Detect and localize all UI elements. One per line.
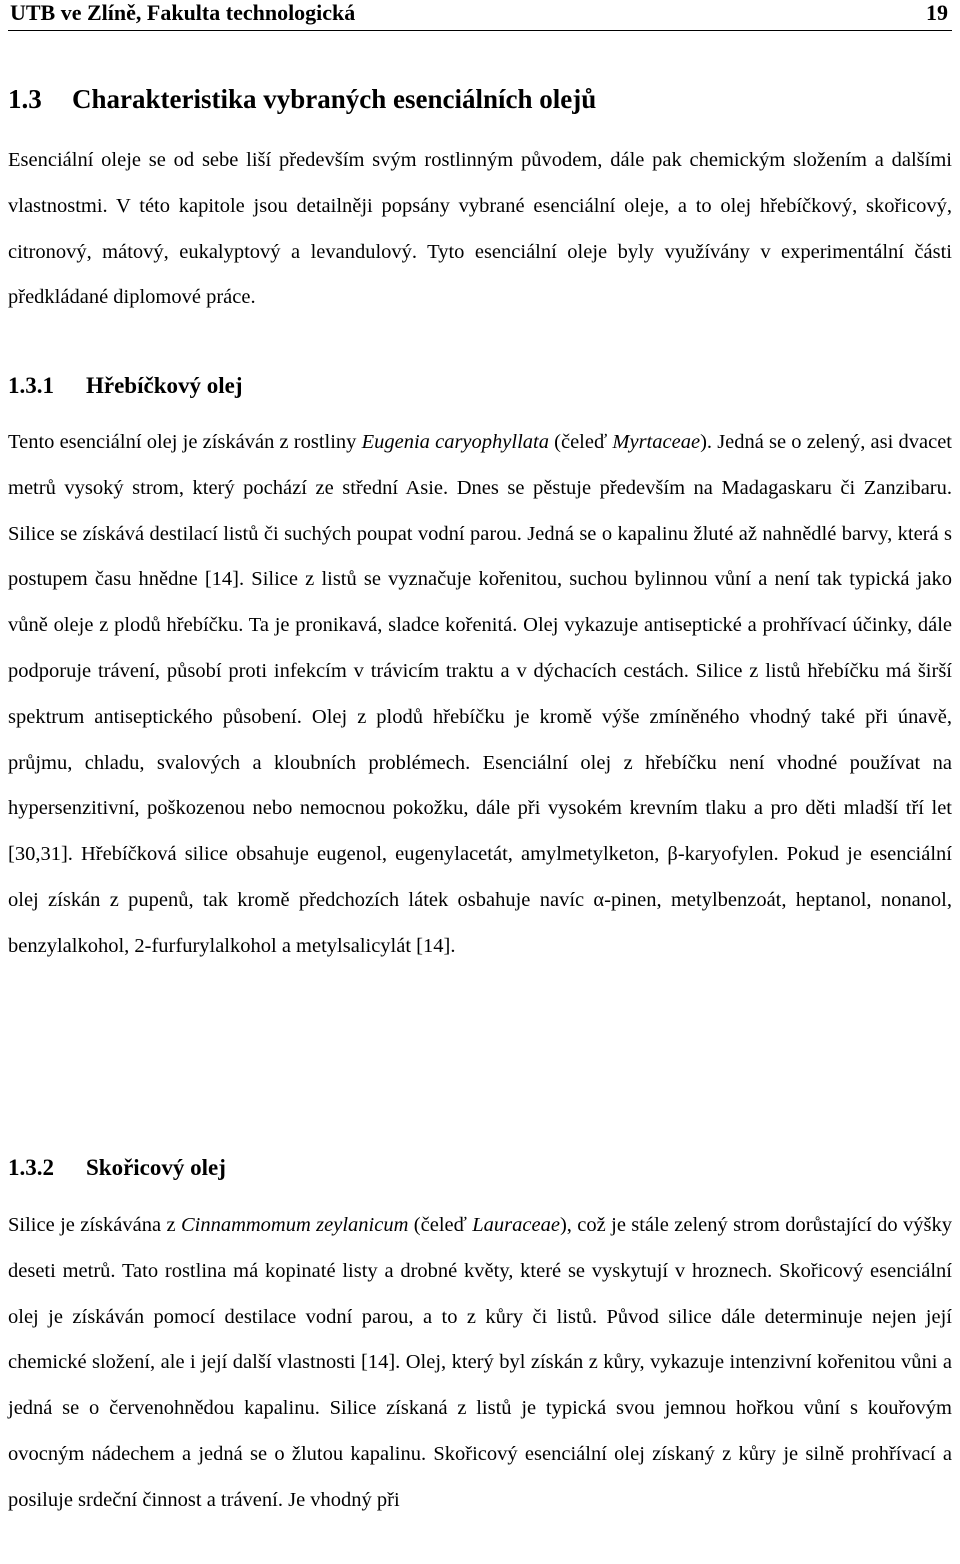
species-name: Cinnammomum zeylanicum <box>180 1214 409 1236</box>
paragraph-text: (čeleď <box>548 431 613 453</box>
section-heading <box>8 82 596 116</box>
paragraph-text: Silice je získávána z <box>8 1214 181 1236</box>
section-title: Charakteristika vybraných esenciálních olejů <box>72 84 597 114</box>
section-intro-paragraph: Esenciální oleje se od sebe liší především svým rostlinným původem, dále pak chemickým složením a dalšími vlastnostmi. V této kapitole jsou detailněji popsány vybrané esenciální oleje, a to olej hřebíčkový, skořicový, citronový, mátový, eukalyptový a levandulový. Tyto esenciální oleje byly využívány v experimentální části předkládané diplomové práce. <box>8 149 952 309</box>
paragraph-text: ). Jedná se o zelený, asi dvacet metrů vysoký strom, který pochází ze střední Asie. Dnes se pěstuje především na Madagaskaru či Zanzibaru. Silice se získává destilací listů či suchých poupat vodní parou. Jedná se o kapalinu žluté až nahnědlé barvy, která s postupem času hnědne [14]. Silice z listů se vyznačuje kořenitou, suchou bylinnou vůní a není tak typická jako vůně oleje z plodů hřebíčku. Ta je pronikavá, sladce kořenitá. Olej vykazuje antiseptické a prohřívací účinky, dále podporuje trávení, působí proti infekcím v trávicím traktu a v dýchacích cestách. Silice z listů hřebíčku má širší spektrum antiseptického působení. Olej z plodů hřebíčku je kromě výše zmíněného vhodný také při únavě, průjmu, chladu, svalových a kloubních problémech. Esenciální olej z hřebíčku není vhodné používat na hypersenzitivní, poškozenou nebo nemocnou pokožku, dále při vysokém krevním tlaku a pro děti mladší tří let [30,31]. Hřebíčková silice obsahuje eugenol, eugenylacetát, amylmetylketon, β-karyofylen. Pokud je esenciální olej získán z pupenů, tak kromě předchozích látek osbahuje navíc α-pinen, metylbenzoát, heptanol, nonanol, benzylalkohol, 2-furfurylalkohol a metylsalicylát [14]. <box>8 431 952 957</box>
subsection-heading-cinnamon <box>8 1154 226 1182</box>
paragraph-text: ), což je stále zelený strom dorůstající do výšky deseti metrů. Tato rostlina má kopinaté listy a drobné květy, které se vyskytují v hroznech. Skořicový esenciální olej je získáván pomocí destilace vodní parou, a to z kůry či listů. Původ silice dále determinuje nejen její chemické složení, ale i její další vlastnosti [14]. Olej, který byl získán z kůry, vykazuje intenzivní kořenitou vůni a jedná se o červenohnědou kapalinu. Silice získaná z listů je typická svou jemnou hořkou vůní s kouřovým ovocným nádechem a jedná se o žlutou kapalinu. Skořicový esenciální olej získaný z kůry je silně prohřívací a posiluje srdeční činnost a trávení. Je vhodný při <box>8 1214 953 1511</box>
subsection-number: 1.3.1 <box>8 373 54 398</box>
family-name: Myrtaceae <box>612 431 701 453</box>
subsection-title: Hřebíčkový olej <box>86 373 243 398</box>
page-header <box>8 0 952 31</box>
paragraph-text: Tento esenciální olej je získáván z rostliny <box>8 431 362 453</box>
subsection-heading-clove <box>8 372 243 400</box>
header-institution: UTB ve Zlíně, Fakulta technologická <box>10 0 356 25</box>
page-number: 19 <box>926 0 948 25</box>
paragraph-text: (čeleď <box>408 1214 473 1236</box>
subsection-number: 1.3.2 <box>8 1155 54 1180</box>
cinnamon-paragraph <box>8 1203 952 1524</box>
family-name: Lauraceae <box>472 1214 560 1236</box>
subsection-title: Skořicový olej <box>86 1155 226 1180</box>
clove-paragraph <box>8 420 952 970</box>
species-name: Eugenia caryophyllata <box>361 431 549 453</box>
section-number: 1.3 <box>8 84 42 114</box>
